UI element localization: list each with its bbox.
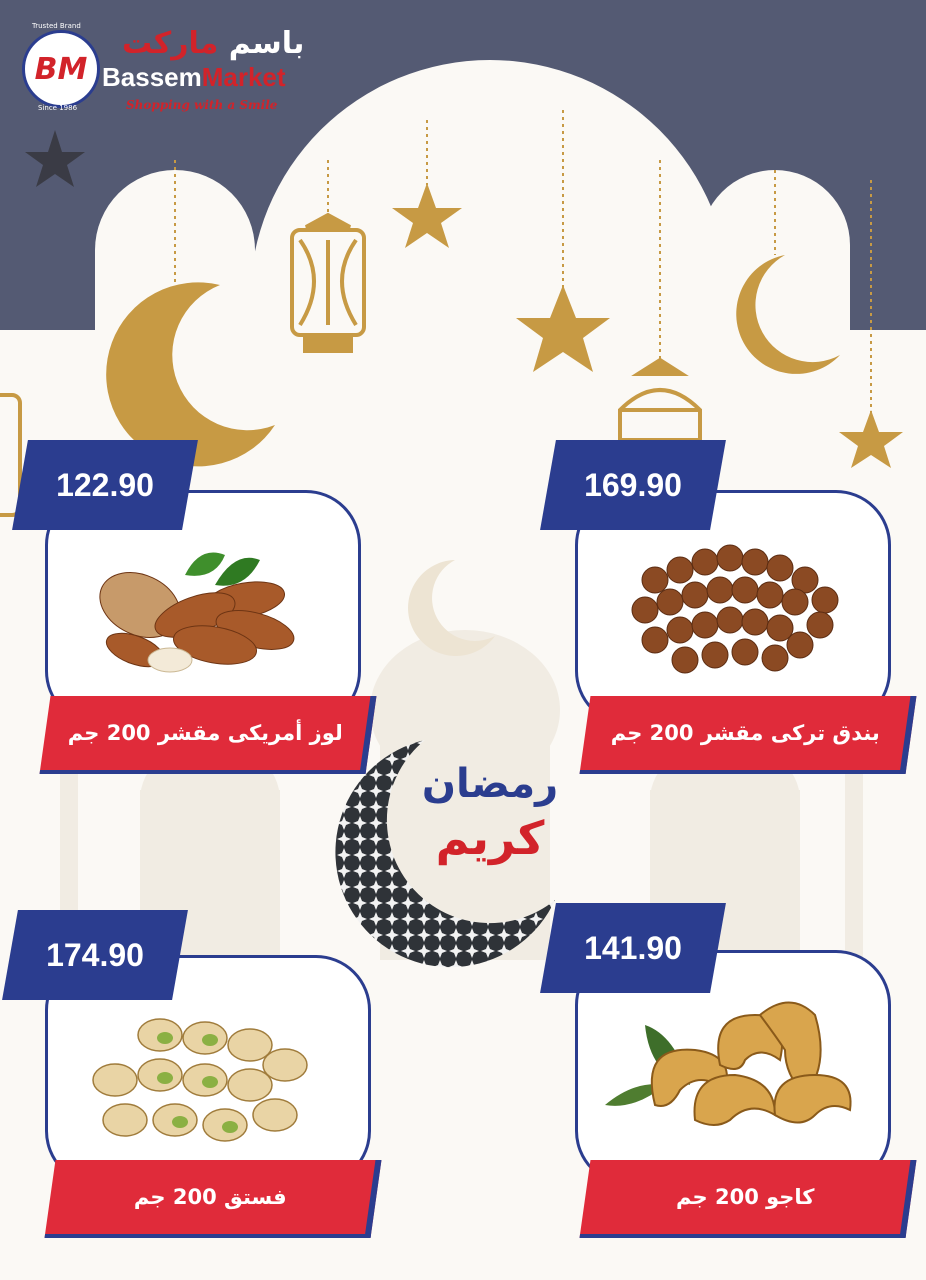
price-tag — [12, 440, 198, 530]
brand-name-ar-red: ماركت — [122, 26, 219, 61]
lantern-icon — [292, 215, 364, 351]
product-name: بندق تركى مقشر 200 جم — [610, 721, 880, 745]
crescent-moon-icon — [106, 282, 275, 466]
price-tag — [540, 440, 726, 530]
star-icon — [516, 285, 610, 372]
brand-slogan: Shopping with a Smile — [126, 98, 278, 112]
brand-name-ar-white: باسم — [228, 26, 305, 61]
almonds-image — [95, 545, 305, 685]
brand-name-english — [102, 62, 286, 93]
lantern-icon — [620, 360, 700, 440]
since-text: Since 1986 — [38, 104, 78, 112]
greeting-line-1: رمضان — [421, 761, 559, 807]
cashews-image — [605, 995, 865, 1145]
greeting-line-2: كريم — [435, 811, 545, 865]
logo-badge — [22, 30, 100, 108]
product-price: 174.90 — [46, 936, 144, 973]
brand-logo — [22, 22, 322, 122]
price-tag — [2, 910, 188, 1000]
brand-name-arabic — [122, 26, 304, 61]
trusted-brand-text: Trusted Brand — [32, 22, 81, 30]
product-price: 122.90 — [56, 466, 154, 503]
product-name-strip — [45, 1160, 382, 1238]
star-icon — [25, 130, 85, 187]
product-name: فستق 200 جم — [133, 1185, 287, 1209]
product-name: لوز أمريكى مقشر 200 جم — [67, 721, 343, 745]
product-price: 169.90 — [584, 466, 682, 503]
ramadan-kareem-greeting — [400, 760, 580, 868]
product-name: كاجو 200 جم — [676, 1185, 815, 1209]
star-icon — [392, 183, 462, 248]
star-icon — [839, 410, 903, 468]
crescent-moon-icon — [736, 255, 840, 374]
logo-letters: BM — [34, 51, 88, 87]
price-tag — [540, 903, 726, 993]
pistachios-image — [85, 1010, 315, 1155]
product-price: 141.90 — [584, 929, 682, 966]
product-name-strip — [580, 1160, 917, 1238]
hazelnuts-image — [625, 540, 855, 690]
brand-name-en-red: Market — [201, 62, 286, 92]
brand-name-en-white: Bassem — [102, 62, 202, 92]
product-name-strip — [580, 696, 917, 774]
